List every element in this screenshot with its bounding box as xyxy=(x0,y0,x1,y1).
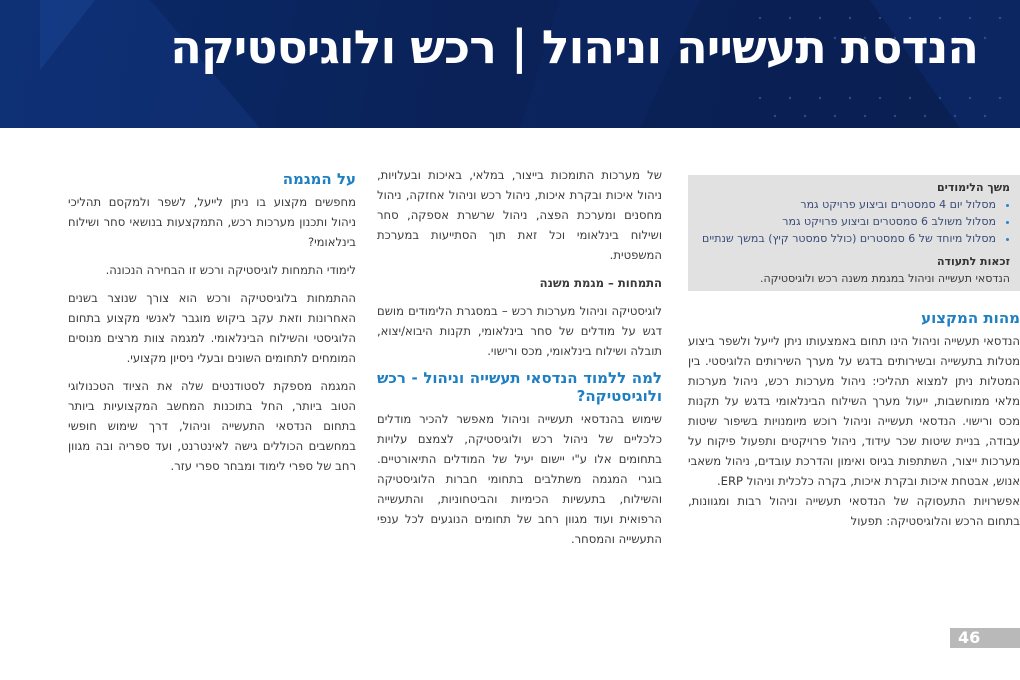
duration-heading: משך הלימודים xyxy=(936,181,1010,194)
employment-paragraph: אפשרויות התעסוקה של הנדסאי תעשייה וניהול רבות ומגוונות, בתחום הרכש והלוגיסטיקה: תפעול xyxy=(688,494,1020,528)
specialization-heading: התמחות – מגמת משנה xyxy=(539,276,662,290)
right-column xyxy=(688,175,1020,539)
about-paragraph-3: ההתמחות בלוגיסטיקה ורכש הוא צורך שנוצר בשנים האחרונות וזאת עקב ביקוש מוגבר לאנשי מקצוע בתחום הלוגיסטי והשילוח הבינלאומי. למגמה צוות מרצים מנוסים המומחים לתחומים השונים ובעלי ניסיון מקצועי. xyxy=(68,291,356,365)
study-info-box xyxy=(688,175,1020,291)
about-title: על המגמה xyxy=(282,170,356,188)
duration-item: • מסלול משולב 6 סמסטרים וביצוע פרויקט גמר xyxy=(696,213,996,230)
about-paragraph-4: המגמה מספקת לסטודנטים שלה את הציוד הטכנולוגי הטוב ביותר, החל בתוכנות המחשב המקצועיות ביותר בתחום הנדסאי התעשייה וניהול, דרך שימוש חופשי במחשבים הכוללים גישה לאינטרנט, ועד ספריה ובה מגוון רחב של ספרי לימוד ומבחר ספרי עזר. xyxy=(68,379,356,473)
certificate-heading: זכאות לתעודה xyxy=(936,255,1010,268)
duration-item: • מסלול מיוחד של 6 סמסטרים (כולל סמסטר קיץ) במשך שנתיים xyxy=(696,230,996,247)
essence-title: מהות המקצוע xyxy=(921,309,1020,327)
specialization-paragraph: לוגיסטיקה וניהול מערכות רכש – במסגרת הלימודים מושם דגש על מודלים של סחר בינלאומי, תקנות היבוא/יצוא, תובלה ושילוח בינלאומי, מכס ורישוי. xyxy=(377,304,662,358)
page-title: הנדסת תעשייה וניהול | רכש ולוגיסטיקה xyxy=(170,20,978,74)
about-paragraph-1: מחפשים מקצוע בו ניתן לייעל, לשפר ולמקסם תהליכי ניהול ותכנון מערכות רכש, התמקצעות בנושאי סחר ושילוח בינלאומי? xyxy=(68,195,356,249)
header-banner xyxy=(0,0,1020,128)
certificate-text: הנדסאי תעשייה וניהול במגמת משנה רכש ולוגיסטיקה. xyxy=(759,272,1010,285)
about-paragraph-2: לימודי התמחות לוגיסטיקה ורכש זו הבחירה הנכונה. xyxy=(105,263,356,277)
page-number: 46 xyxy=(950,628,1020,648)
middle-column xyxy=(377,165,662,557)
duration-item: • מסלול יום 4 סמסטרים וביצוע פרויקט גמר xyxy=(696,196,996,213)
duration-list xyxy=(696,196,1010,247)
left-column xyxy=(68,170,356,484)
why-study-paragraph: שימוש בהנדסאי תעשייה וניהול מאפשר להכיר מודלים כלכליים של ניהול רכש ולוגיסטיקה, לצמצם עלויות בתחומים אלו ע"י יישום יעיל של המודלים התיאורטיים. בוגרי המגמה משתלבים בתחומי חברות הלוגיסטיקה והשילוח, בתעשיות הכימיות והביטחוניות, והתעשייה הרפואית ועוד מגוון רחב של תחומים הנוגעים לכל ענפי התעשייה והמסחר. xyxy=(377,412,662,546)
why-study-title: למה ללמוד הנדסאי תעשייה וניהול - רכש ולוגיסטיקה? xyxy=(377,369,662,405)
continuation-paragraph: של מערכות התומכות בייצור, במלאי, באיכות ובעלויות, ניהול איכות ובקרת איכות, ניהול רכש וניהול אחזקה, ניהול מחסנים ומערכת הפצה, ניהול שרשרת אספקה, סחר ושילוח בינלאומי וכל זאת תוך הסתייעות במערכת המשפטית. xyxy=(377,168,662,262)
essence-paragraph: הנדסאי תעשייה וניהול הינו תחום באמצעותו ניתן לייעל ולשפר ביצוע מטלות בתעשייה ובשירותים בדגש על מערך השירותים הלוגיסטי. בין המטלות ניתן למצוא תהליכי: ניהול מערכות רכש, ניהול מערכות מלאי ממוחשבות, ייעול מערך השילוח הבינלאומי בדגש על תקנות מכס ורישוי. הנדסאי תעשייה וניהול רוכש מיומנויות בשיפור שיטות עבודה, בניית שיטות שכר עידוד, ניהול פרויקטים ותפעול פיקוח על מערכות ייצור, השתתפות בגיוס ואימון והדרכת עובדים, ניהול משאבי אנוש, אבטחת איכות ובקרת איכות, בקרה כלכלית וניהול ERP. xyxy=(688,334,1020,488)
